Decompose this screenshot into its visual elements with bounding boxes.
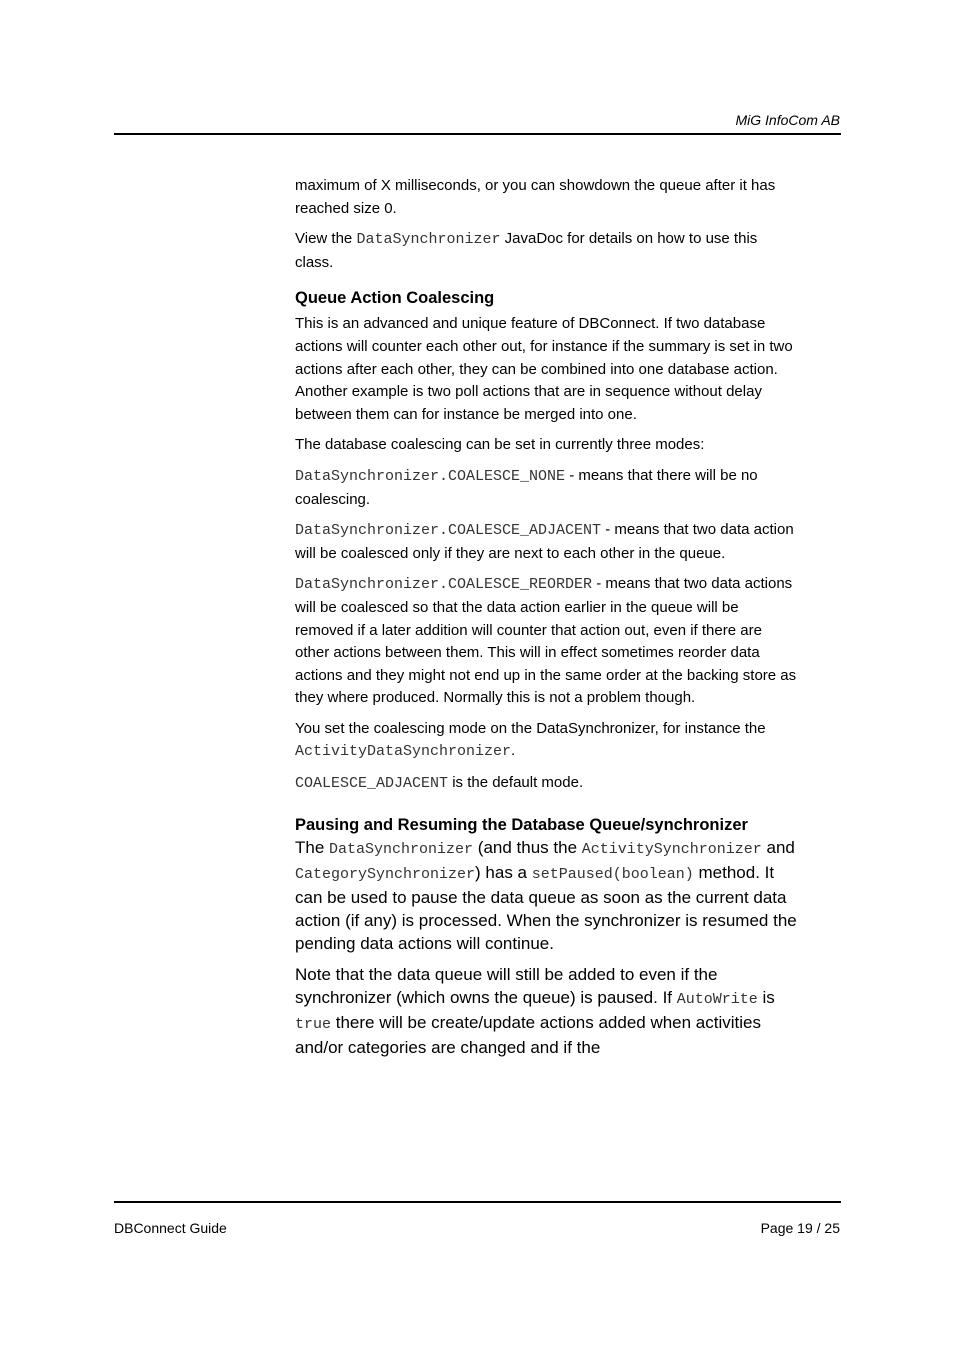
mode-reorder: DataSynchronizer.COALESCE_REORDER - means that two data actions will be coalesced so that the data action earlier in the queue will be removed if a later addition will counter that action out, even if there are other actions between them. This will in effect sometimes reorder data actions and they might not end up in the same order at the backing store as they where produced. Normally this is not a problem though. bbox=[295, 575, 797, 707]
paragraph: The database coalescing can be set in currently three modes: bbox=[295, 436, 705, 454]
header-rule bbox=[114, 133, 841, 135]
paragraph: View the DataSynchronizer JavaDoc for details on how to use this class. bbox=[295, 230, 758, 271]
paragraph: This is an advanced and unique feature of DBConnect. If two database actions will counter each other out, for instance if the summary is set in two actions after each other, they can be combined into one database action. Another example is two poll actions that are in sequence without delay between them can for instance be merged into one. bbox=[295, 315, 793, 423]
paragraph: maximum of X milliseconds, or you can showdown the queue after it has reached size 0. bbox=[295, 177, 776, 217]
paragraph: Note that the data queue will still be added to even if the synchronizer (which owns the queue) is paused. If AutoWrite is true there will be create/update actions added when activities and/or categories are changed and if the bbox=[295, 964, 775, 1057]
page-number: Page 19 / 25 bbox=[760, 1220, 840, 1236]
mode-adjacent: DataSynchronizer.COALESCE_ADJACENT - means that two data action will be coalesced only if they are next to each other in the queue. bbox=[295, 521, 794, 562]
footer-guide-title: DBConnect Guide bbox=[114, 1220, 227, 1236]
paragraph: You set the coalescing mode on the DataSynchronizer, for instance the ActivityDataSynchronizer. bbox=[295, 719, 766, 761]
page-content bbox=[295, 175, 797, 1067]
mode-none: DataSynchronizer.COALESCE_NONE - means that there will be no coalescing. bbox=[295, 466, 758, 508]
footer-rule bbox=[114, 1201, 841, 1203]
paragraph: COALESCE_ADJACENT is the default mode. bbox=[295, 774, 584, 793]
section-heading-pausing: Pausing and Resuming the Database Queue/synchronizer bbox=[295, 815, 748, 834]
section-heading-coalescing: Queue Action Coalescing bbox=[295, 289, 495, 308]
header-company: MiG InfoCom AB bbox=[735, 112, 840, 128]
paragraph: The DataSynchronizer (and thus the ActivitySynchronizer and CategorySynchronizer) has a setPaused(boolean) method. It can be used to pause the data queue as soon as the current data action (if any) is processed. When the synchronizer is resumed the pending data actions will continue. bbox=[295, 837, 797, 953]
